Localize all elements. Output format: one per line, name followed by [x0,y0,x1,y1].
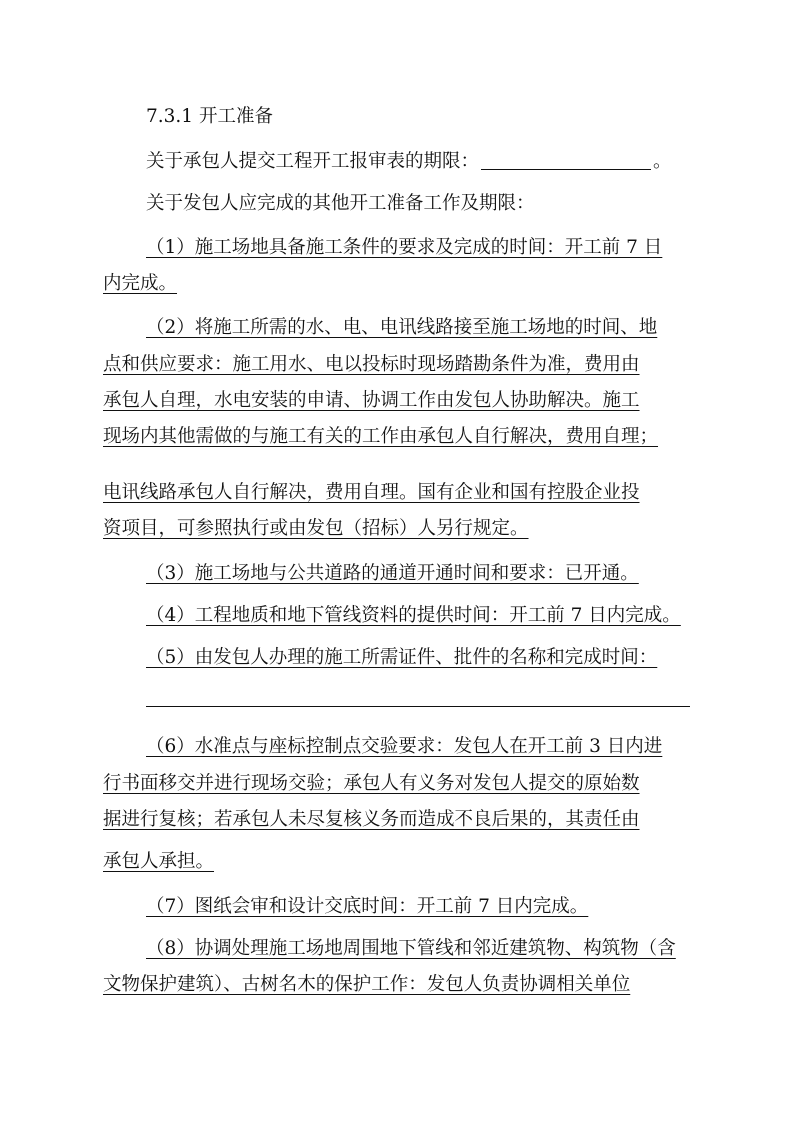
item-2-line-3: 承包人自理，水电安装的申请、协调工作由发包人协助解决。施工 [103,390,640,411]
item-2-line-5: 电讯线路承包人自行解决，费用自理。国有企业和国有控股企业投 [103,482,640,503]
item-2-line-1: （2）将施工所需的水、电、电讯线路接至施工场地的时间、地 [146,317,658,338]
section-number: 7.3.1 [146,106,194,127]
item-2-line-6: 资项目，可参照执行或由发包（招标）人另行规定。 [103,518,529,539]
fill-blank [481,149,651,170]
item-5-blank-line [146,706,690,707]
item-6-line-1: （6）水准点与座标控制点交验要求：发包人在开工前 3 日内进 [146,736,663,757]
item-6-line-2: 行书面移交并进行现场交验；承包人有义务对发包人提交的原始数 [103,773,640,794]
item-6-line-3: 据进行复核；若承包人未尽复核义务而造成不良后果的，其责任由 [103,809,640,830]
paragraph-start-report-deadline: 关于承包人提交工程开工报审表的期限： 。 [146,151,672,172]
item-8-line-2: 文物保护建筑）、古树名木的保护工作：发包人负责协调相关单位 [103,974,631,995]
item-1-line-1: （1）施工场地具备施工条件的要求及完成的时间：开工前 7 日 [146,237,663,258]
item-7: （7）图纸会审和设计交底时间：开工前 7 日内完成。 [146,896,589,917]
item-2-line-2: 点和供应要求：施工用水、电以投标时现场踏勘条件为准，费用由 [103,354,640,375]
item-8-line-1: （8）协调处理施工场地周围地下管线和邻近建筑物、构筑物（含 [146,938,676,959]
item-4: （4）工程地质和地下管线资料的提供时间：开工前 7 日内完成。 [146,605,681,626]
item-5: （5）由发包人办理的施工所需证件、批件的名称和完成时间： [146,647,658,668]
section-title: 开工准备 [198,106,273,127]
item-3: （3）施工场地与公共道路的通道开通时间和要求：已开通。 [146,563,639,584]
section-heading [146,105,273,129]
item-1-line-2: 内完成。 [103,273,178,294]
paragraph-employer-prep-intro: 关于发包人应完成的其他开工准备工作及期限： [146,193,535,214]
item-2-line-4: 现场内其他需做的与施工有关的工作由承包人自行解决，费用自理； [103,426,659,447]
item-6-line-4: 承包人承担。 [103,851,215,872]
